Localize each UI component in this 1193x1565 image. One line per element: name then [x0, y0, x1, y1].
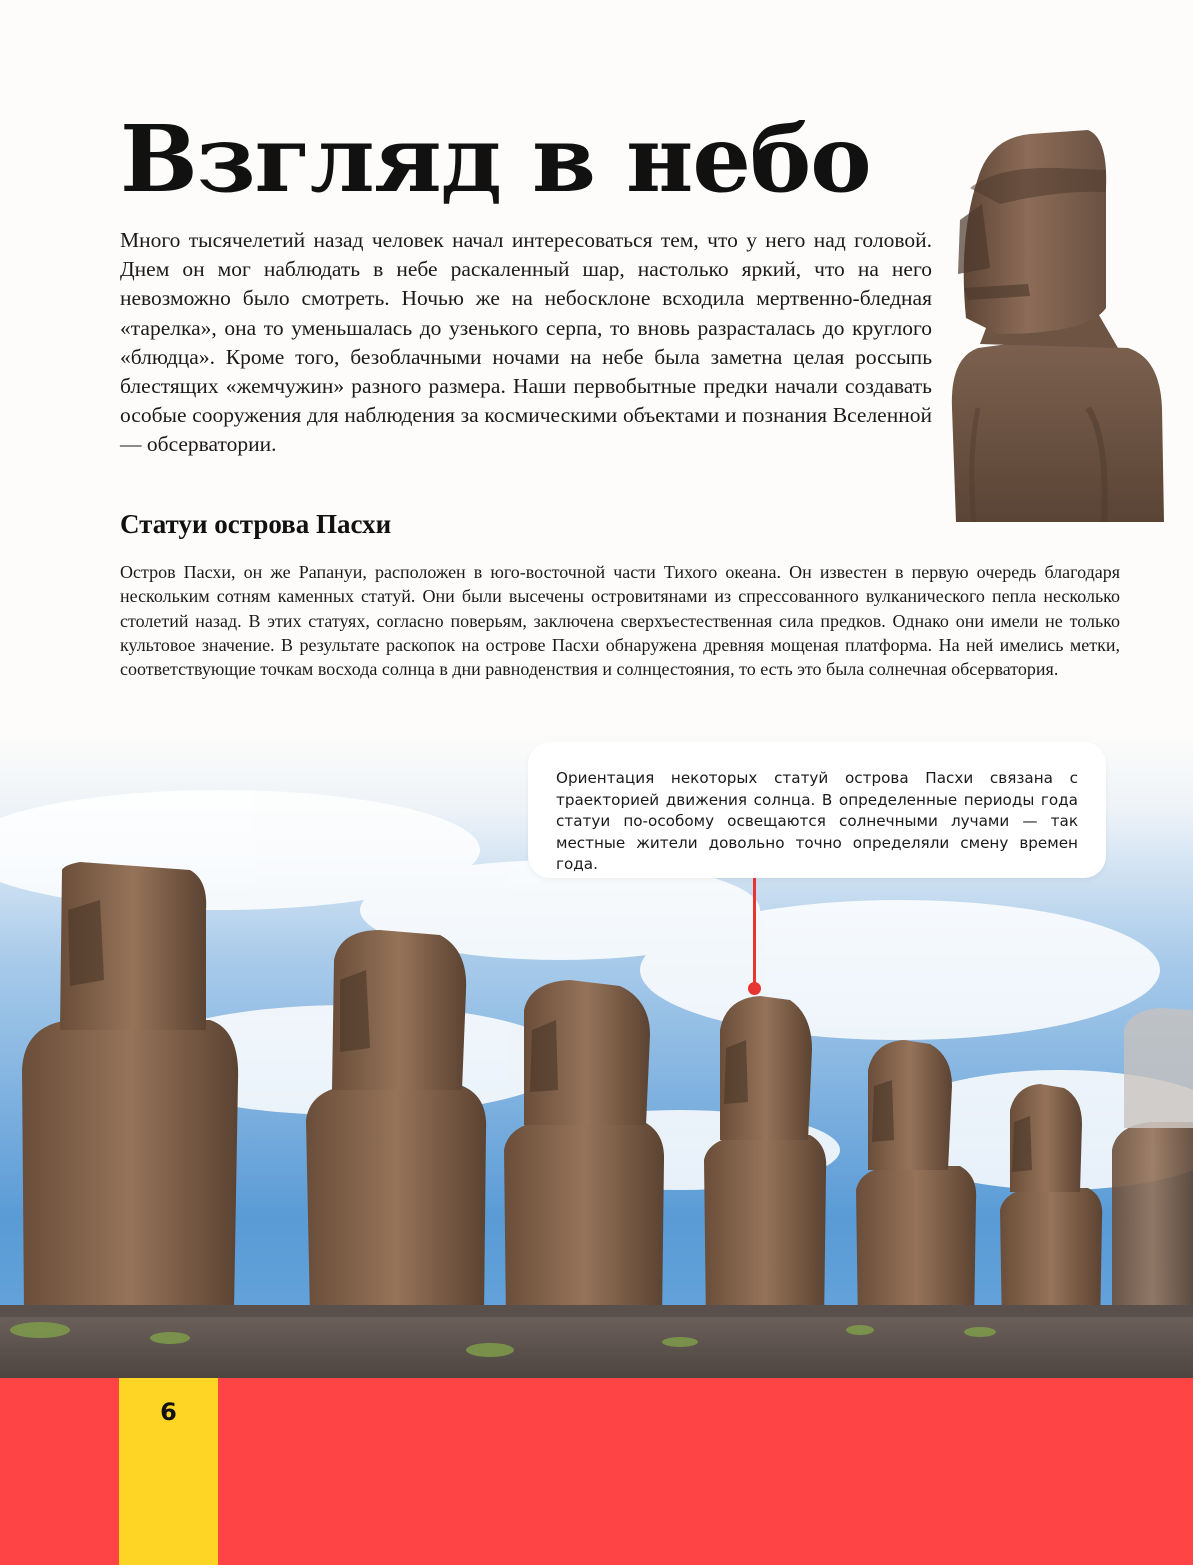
callout-box: [528, 742, 1106, 878]
page-title: Взгляд в небо: [120, 105, 871, 213]
moai-statue-image: [938, 108, 1168, 522]
callout-pointer-dot: [748, 982, 761, 995]
section-paragraph: Остров Пасхи, он же Рапануи, расположен в юго-восточной части Тихого океана. Он известен в первую очередь благодаря нескольким сотням каменных статуй. Они были высечены островитянами из спрессованного вулканического пепла несколько столетий назад. В этих статуях, согласно поверьям, заключена сверхъестественная сила предков. Однако они имели не только культовое значение. В результате раскопок на острове Пасхи обнаружена древняя мощеная платформа. На ней имелись метки, соответствующие точкам восхода солнца в дни равноденствия и солнцестояния, то есть это была солнечная обсерватория.: [120, 562, 1120, 680]
callout-pointer-line: [753, 878, 756, 986]
intro-paragraph: Много тысячелетий назад человек начал интересоваться тем, что у него над головой. Днем он мог наблюдать в небе раскаленный шар, настолько яркий, что на него невозможно было смотреть. Ночью же на небосклоне всходила мертвенно-бледная «тарелка», она то уменьшалась до узенького серпа, то вновь разрасталась до круглого «блюдца». Кроме того, безоблачными ночами на небе была заметна целая россыпь блестящих «жемчужин» разного размера. Наши первобытные предки начали создавать особые сооружения для наблюдения за космическими объектами и познания Вселенной — обсерватории.: [120, 228, 932, 457]
callout-text: Ориентация некоторых статуй острова Пасхи связана с траекторией движения солнца. В определенные периоды года статуи по-особому освещаются солнечными лучами — так местные жители довольно точно определяли смену времен года.: [556, 769, 1078, 873]
section-heading: Статуи острова Пасхи: [120, 509, 392, 539]
page-number: 6: [160, 1398, 177, 1426]
